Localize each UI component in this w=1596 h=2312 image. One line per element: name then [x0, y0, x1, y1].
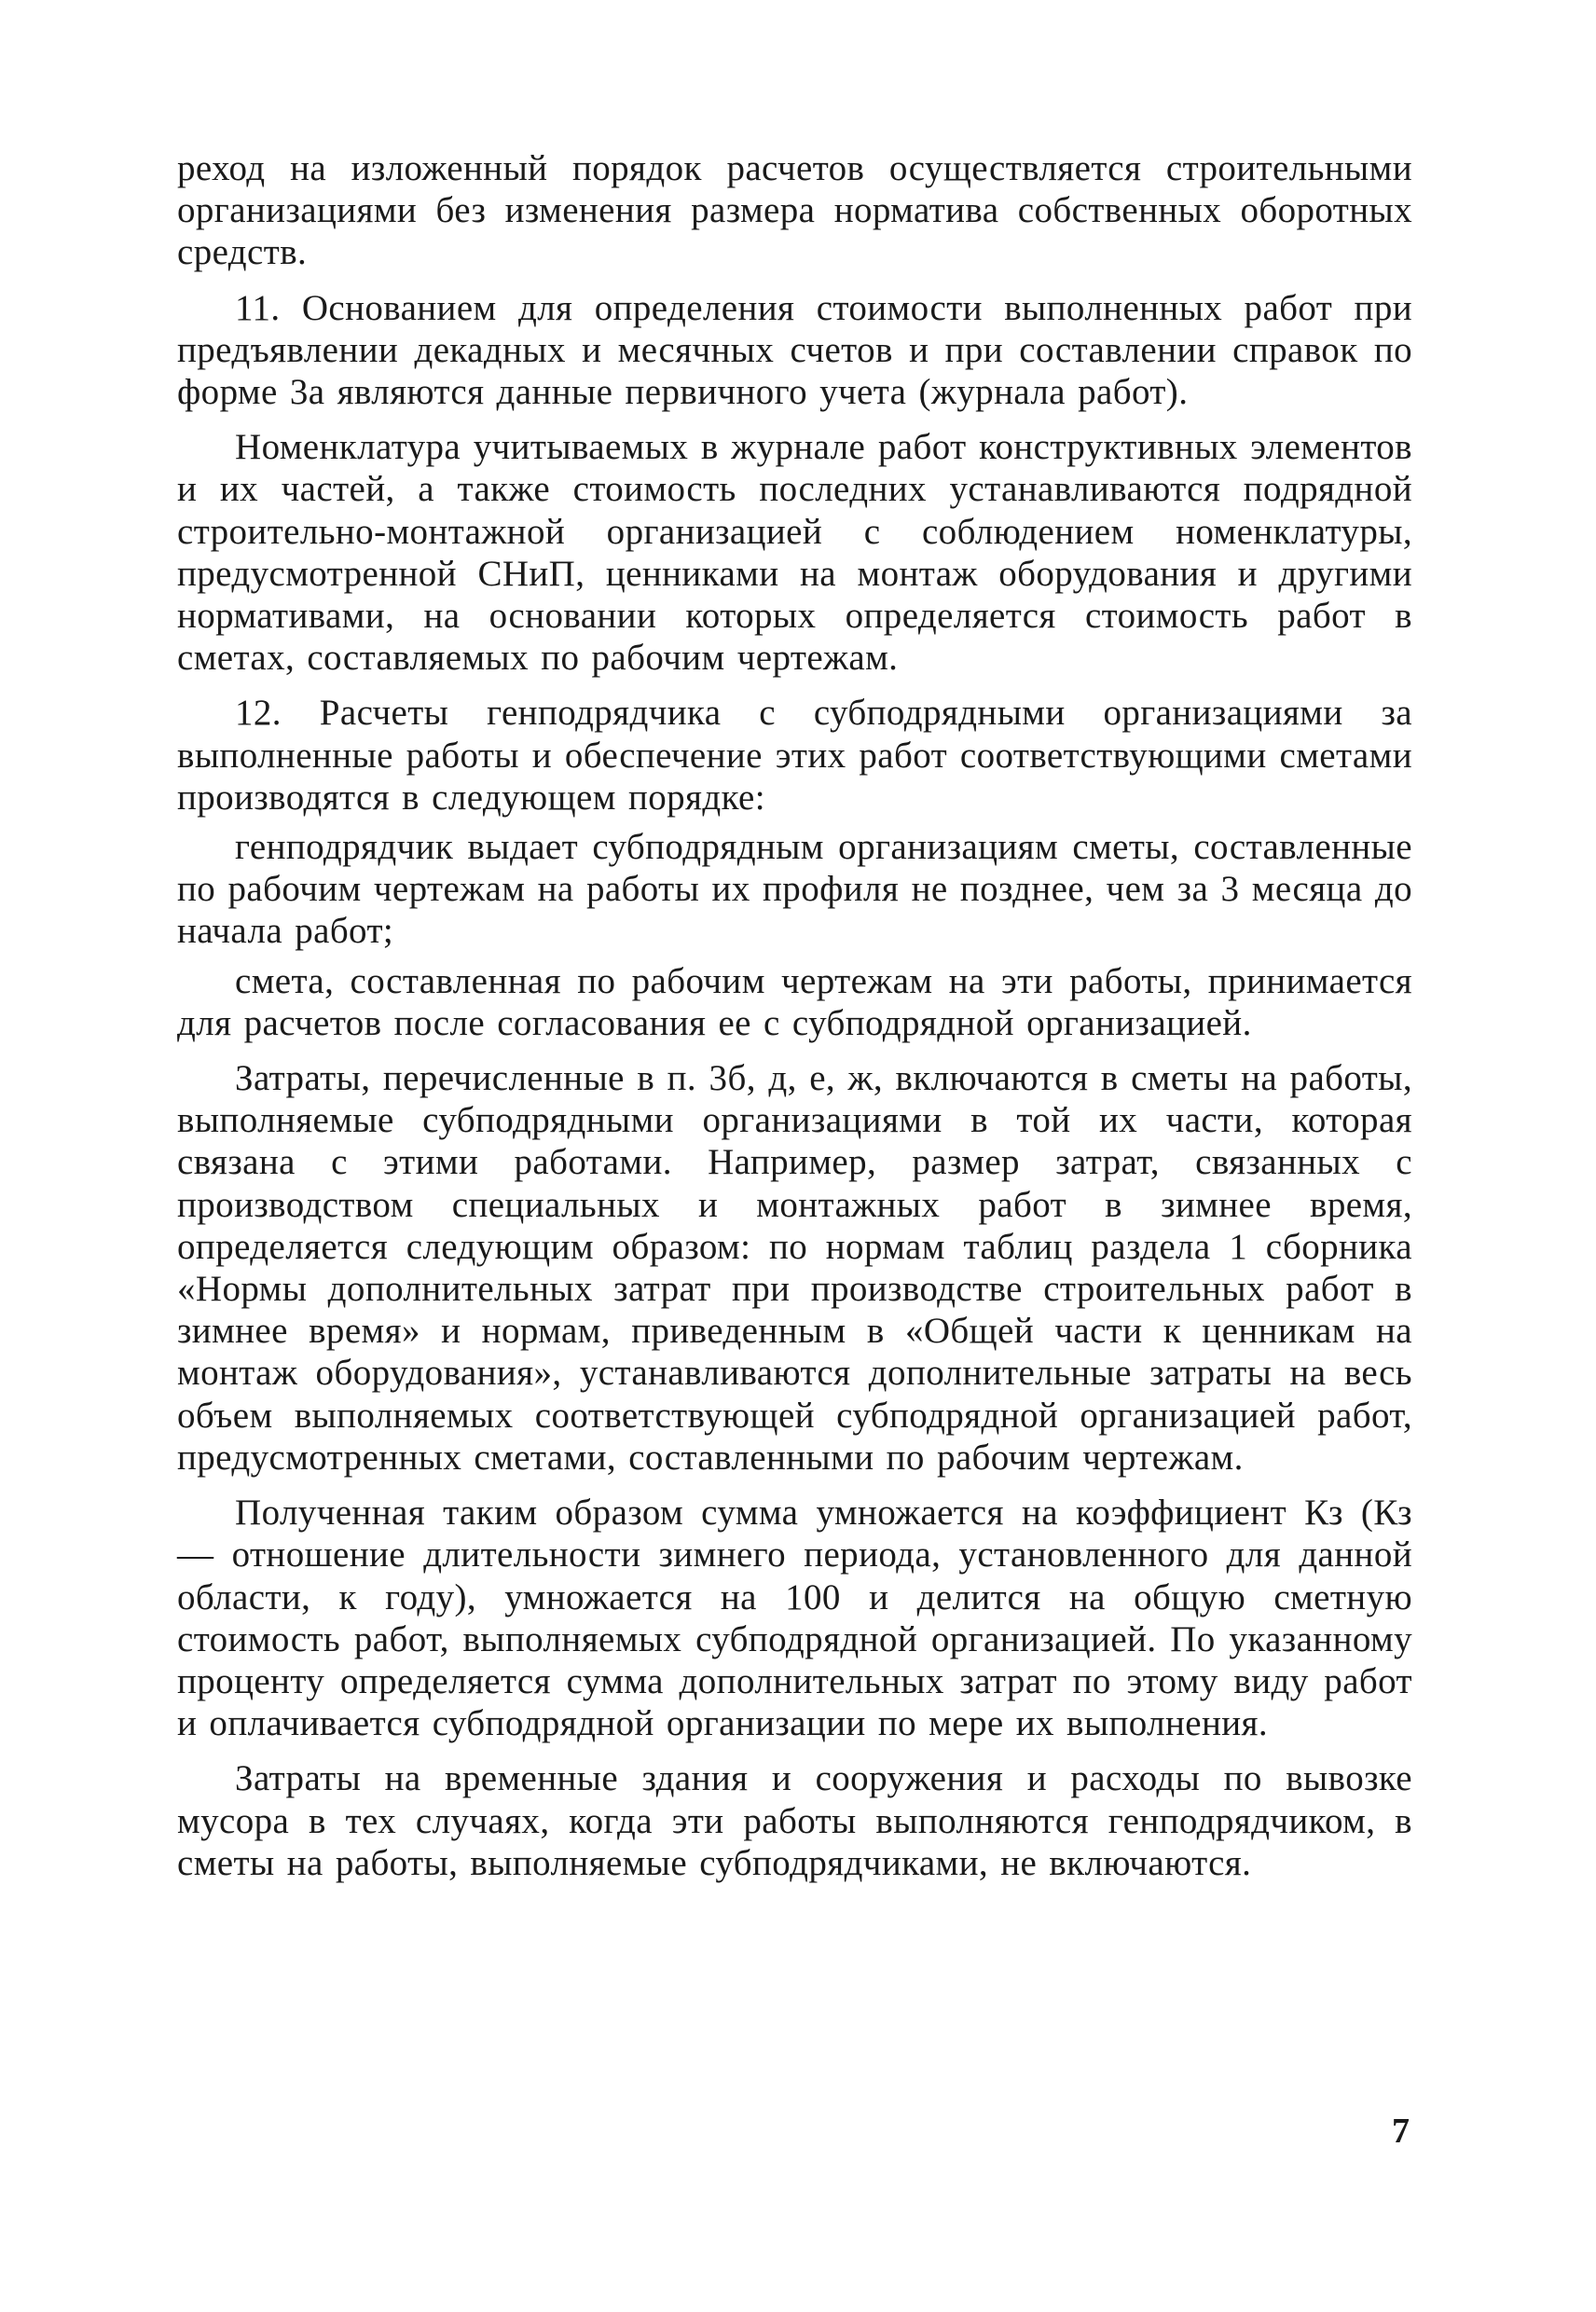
- paragraph-list-item: генподрядчик выдает субподрядным организациям сметы, составленные по рабочим чертежам на работы их профиля не позднее, чем за 3 месяца до начала работ;: [177, 827, 1412, 952]
- paragraph-continuation: реход на изложенный порядок расчетов осуществляется строительными организациями без изменения размера норматива собственных оборотных средств.: [177, 148, 1412, 273]
- paragraph-temporary-buildings: Затраты на временные здания и сооружения и расходы по вывозке мусора в тех случаях, когда эти работы выполняются генподрядчиком, в сметы на работы, выполняемые субподрядчиками, не включаются.: [177, 1758, 1412, 1883]
- page-number: 7: [1392, 2112, 1410, 2151]
- paragraph-list-item: смета, составленная по рабочим чертежам на эти работы, принимается для расчетов после согласования ее с субподрядной организацией.: [177, 960, 1412, 1043]
- paragraph-coefficient: Полученная таким образом сумма умножается на коэффициент Кз (Кз — отношение длительности зимнего периода, установленного для данной области, к году), умножается на 100 и делится на общую сметную стоимость работ, выполняемых субподрядной организацией. По указанному проценту определяется сумма дополнительных затрат по этому виду работ и оплачивается субподрядной организации по мере их выполнения.: [177, 1493, 1412, 1744]
- body-text: [177, 147, 1412, 1884]
- paragraph-item-11: 11. Основанием для определения стоимости выполненных работ при предъявлении декадных и месячных счетов и при составлении справок по форме 3а являются данные первичного учета (журнала работ).: [177, 287, 1412, 413]
- paragraph-nomenclature: Номенклатура учитываемых в журнале работ конструктивных элементов и их частей, а также стоимость последних устанавливаются подрядной строительно-монтажной организацией с соблюдением номенклатуры, предусмотренной СНиП, ценниками на монтаж оборудования и другими нормативами, на основании которых определяется стоимость работ в сметах, составляемых по рабочим чертежам.: [177, 427, 1412, 679]
- paragraph-item-12: 12. Расчеты генподрядчика с субподрядными организациями за выполненные работы и обеспечение этих работ соответствующими сметами производятся в следующем порядке:: [177, 693, 1412, 818]
- paragraph-costs: Затраты, перечисленные в п. 3б, д, е, ж, включаются в сметы на работы, выполняемые субподрядными организациями в той их части, которая связана с этими работами. Например, размер затрат, связанных с производством специальных и монтажных работ в зимнее время, определяется следующим образом: по нормам таблиц раздела 1 сборника «Нормы дополнительных затрат при производстве строительных работ в зимнее время» и нормам, приведенным в «Общей части к ценникам на монтаж оборудования», устанавливаются дополнительные затраты на весь объем выполняемых соответствующей субподрядной организацией работ, предусмотренных сметами, составленными по рабочим чертежам.: [177, 1058, 1412, 1478]
